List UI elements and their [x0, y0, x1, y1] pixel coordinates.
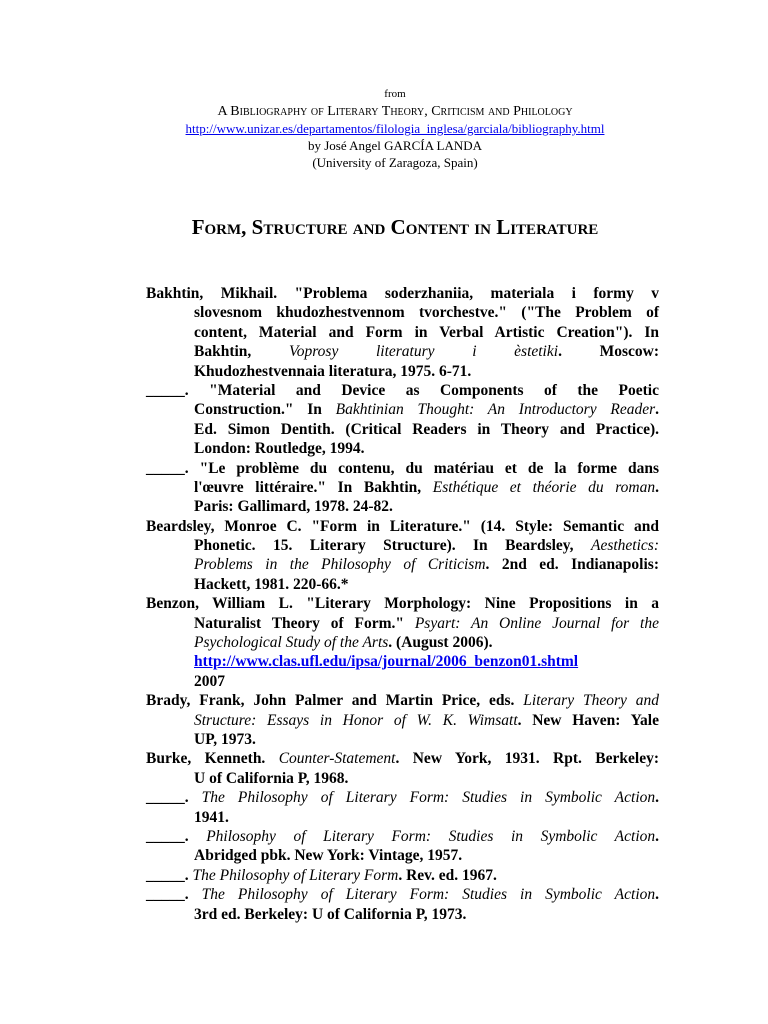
entry-text: .: [655, 478, 660, 496]
entry-text: content, Material and Form in Verbal Artistic Creation"). In: [194, 323, 659, 341]
bibliography-entry: [146, 459, 659, 517]
entry-text: UP, 1973.: [194, 730, 256, 748]
entry-line: [146, 575, 659, 594]
bibliography-entries-list: [146, 284, 659, 924]
bibliography-url-link[interactable]: http://www.unizar.es/departamentos/filologia_inglesa/garciala/bibliography.html: [185, 121, 605, 136]
entry-line: [146, 749, 659, 768]
entry-italic-title: The Philosophy of Literary Form: Studies in Symbolic Action: [201, 789, 656, 807]
entry-text: _____.: [146, 886, 202, 904]
document-header: [0, 86, 768, 171]
entry-italic-title: Voprosy literatury i èstetiki: [288, 343, 559, 361]
from-label: from: [384, 88, 406, 100]
entry-text: _____. "Le problème du contenu, du matériau et de la forme dans: [146, 459, 659, 477]
entry-italic-title: Literary Theory and: [523, 692, 660, 710]
entry-text: . (August 2006).: [388, 634, 493, 652]
entry-italic-title: Esthétique et théorie du roman: [432, 478, 656, 496]
entry-text: . 2nd ed. Indianapolis:: [485, 556, 659, 574]
entry-text: Bakhtin, Mikhail. "Problema soderzhaniia, materiala i formy v: [146, 285, 659, 302]
entry-text: Brady, Frank, John Palmer and Martin Price, eds.: [146, 692, 524, 710]
entry-line: [146, 846, 659, 865]
entry-line: [146, 885, 659, 904]
entry-line: [146, 711, 659, 730]
entry-text: Hackett, 1981. 220-66.*: [194, 575, 349, 593]
entry-text: .: [655, 789, 659, 807]
entry-line: [146, 652, 659, 671]
entry-line: [146, 517, 659, 536]
entry-text: Phonetic. 15. Literary Structure). In Beardsley,: [194, 537, 591, 555]
entry-link[interactable]: http://www.clas.ufl.edu/ipsa/journal/2006_benzon01.shtml: [194, 653, 579, 671]
entry-line: [146, 827, 659, 846]
entry-line: [146, 284, 659, 303]
entry-text: 2007: [194, 672, 225, 690]
entry-text: Khudozhestvennaia literatura, 1975. 6-71.: [194, 362, 472, 380]
entry-text: _____.: [146, 866, 193, 884]
entry-text: Beardsley, Monroe C. "Form in Literature." (14. Style: Semantic and: [146, 517, 659, 535]
entry-line: [146, 459, 659, 478]
entry-italic-title: Counter-Statement: [278, 750, 396, 768]
entry-text: Paris: Gallimard, 1978. 24-82.: [194, 498, 393, 516]
affiliation-line: (University of Zaragoza, Spain): [312, 155, 478, 170]
entry-text: slovesnom khudozhestvennom tvorchestve." ("The Problem of: [194, 304, 659, 322]
entry-line: [146, 905, 659, 924]
entry-italic-title: The Philosophy of Literary Form: [192, 866, 399, 884]
entry-italic-title: Psychological Study of the Arts: [194, 634, 389, 652]
entry-line: [146, 381, 659, 400]
entry-line: [146, 323, 659, 342]
entry-text: _____.: [146, 789, 202, 807]
entry-line: [146, 497, 659, 516]
bibliography-title: A Bibliography of Literary Theory, Criticism and Philology: [217, 104, 573, 119]
entry-italic-title: Bakhtinian Thought: An Introductory Reader: [335, 401, 656, 419]
bibliography-entry: [146, 381, 659, 459]
entry-text: Naturalist Theory of Form.": [194, 614, 415, 632]
entry-text: . Rev. ed. 1967.: [398, 866, 497, 884]
entry-line: [146, 439, 659, 458]
entry-line: [146, 555, 659, 574]
bibliography-entry: [146, 517, 659, 595]
entry-line: [146, 614, 659, 633]
entry-text: Burke, Kenneth.: [146, 750, 279, 768]
entry-text: Abridged pbk. New York: Vintage, 1957.: [194, 847, 463, 865]
entry-line: [146, 808, 659, 827]
entry-line: [146, 400, 659, 419]
entry-italic-title: Problems in the Philosophy of Criticism: [194, 556, 486, 574]
entry-text: Benzon, William L. "Literary Morphology: Nine Propositions in a: [146, 595, 659, 613]
bibliography-entry: [146, 284, 659, 381]
bibliography-entry: [146, 749, 659, 788]
entry-text: . New York, 1931. Rpt. Berkeley:: [395, 750, 659, 768]
entry-line: [146, 420, 659, 439]
bibliography-entry: [146, 866, 659, 885]
bibliography-entry: [146, 788, 659, 827]
entry-italic-title: Aesthetics:: [590, 537, 659, 555]
entry-text: .: [655, 886, 659, 904]
entry-text: 3rd ed. Berkeley: U of California P, 1973.: [194, 905, 467, 923]
entry-line: [146, 633, 659, 652]
entry-line: [146, 788, 659, 807]
entry-line: [146, 536, 659, 555]
entry-text: London: Routledge, 1994.: [194, 440, 365, 458]
entry-italic-title: Psyart: An Online Journal for the: [414, 614, 659, 632]
bibliography-entry: [146, 827, 659, 866]
entry-line: [146, 342, 659, 361]
bibliography-entry: [146, 594, 659, 691]
entry-text: l'œuvre littéraire." In Bakhtin,: [194, 478, 433, 496]
entry-italic-title: Philosophy of Literary Form: Studies in Symbolic Action: [206, 827, 656, 845]
entry-text: .: [655, 827, 659, 845]
entry-line: [146, 303, 659, 322]
entry-text: Construction." In: [194, 401, 336, 419]
entry-line: [146, 691, 659, 710]
entry-text: Bakhtin,: [194, 343, 289, 361]
entry-text: 1941.: [194, 808, 229, 826]
entry-italic-title: Structure: Essays in Honor of W. K. Wimsatt: [194, 711, 518, 729]
entry-line: [146, 769, 659, 788]
entry-text: U of California P, 1968.: [194, 769, 349, 787]
page-title: Form, Structure and Content in Literature: [191, 215, 599, 239]
entry-text: _____. "Material and Device as Components of the Poetic: [146, 381, 659, 399]
entry-text: . New Haven: Yale: [517, 711, 659, 729]
entry-line: [146, 672, 659, 691]
author-line: by José Angel GARCÍA LANDA: [307, 138, 483, 153]
entry-text: Ed. Simon Dentith. (Critical Readers in Theory and Practice).: [194, 420, 659, 438]
entry-italic-title: The Philosophy of Literary Form: Studies in Symbolic Action: [201, 886, 656, 904]
entry-text: _____.: [146, 827, 207, 845]
entry-text: . Moscow:: [558, 343, 659, 361]
bibliography-entry: [146, 691, 659, 749]
bibliography-entry: [146, 885, 659, 924]
entry-line: [146, 594, 659, 613]
entry-text: .: [655, 401, 659, 419]
entry-line: [146, 478, 659, 497]
entry-line: [146, 866, 659, 885]
entry-line: [146, 730, 659, 749]
entry-line: [146, 362, 659, 381]
